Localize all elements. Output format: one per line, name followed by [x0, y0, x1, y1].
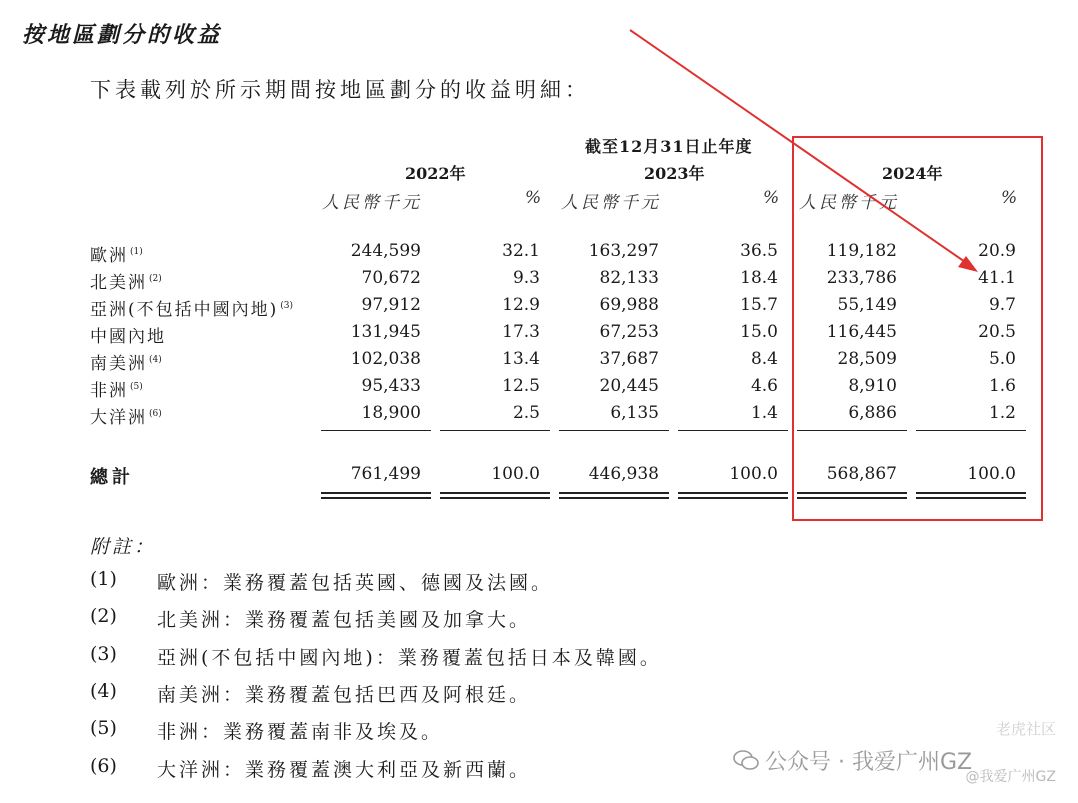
cell: 12.5 [502, 376, 540, 396]
row-label: 南美洲 $^{(4)}$ [90, 354, 162, 374]
cell: 4.6 [750, 376, 778, 396]
cell: 36.5 [740, 241, 778, 261]
cell: 163,297 [588, 241, 659, 261]
row-label: 大洋洲 $^{(6)}$ [90, 408, 162, 428]
year-2023: 2023年 [644, 164, 705, 183]
row-label: 亞洲(不包括中國內地) $^{(3)}$ [90, 300, 294, 320]
cell: 6,886 [848, 403, 897, 423]
total-cell: 761,499 [350, 464, 421, 484]
cell: 12.9 [502, 295, 540, 315]
cell: 15.7 [740, 295, 778, 315]
watermark-text: 老虎社区 [995, 720, 1056, 738]
unit-label-2024: 人民幣千元 [799, 193, 899, 213]
cell: 233,786 [826, 268, 897, 288]
cell: 17.3 [502, 322, 540, 342]
note-text: 非洲：業務覆蓋南非及埃及。 [157, 721, 444, 743]
cell: 82,133 [599, 268, 659, 288]
row-label: 北美洲 $^{(2)}$ [90, 273, 162, 293]
unit-label-2022: 人民幣千元 [322, 193, 422, 213]
total-cell: 100.0 [967, 464, 1016, 484]
year-2024: 2024年 [882, 164, 943, 183]
cell: 8.4 [750, 349, 778, 369]
cell: 15.0 [740, 322, 778, 342]
cell: 20,445 [599, 376, 659, 396]
note-text: 南美洲：業務覆蓋包括巴西及阿根廷。 [157, 684, 532, 706]
cell: 8,910 [848, 376, 897, 396]
cell: 32.1 [502, 241, 540, 261]
cell: 9.3 [512, 268, 540, 288]
cell: 55,149 [837, 295, 897, 315]
cell: 18,900 [361, 403, 421, 423]
cell: 102,038 [350, 349, 421, 369]
pct-label-2022: % [525, 188, 542, 208]
cell: 97,912 [361, 295, 421, 315]
cell: 20.9 [978, 241, 1016, 261]
cell: 119,182 [826, 241, 897, 261]
wechat-label: 公众号 · 我爱广州GZ [765, 750, 973, 775]
cell: 95,433 [361, 376, 421, 396]
note-number: (5) [90, 717, 117, 739]
row-label: 中國內地 [90, 327, 166, 347]
note-number: (6) [90, 755, 117, 777]
cell: 28,509 [837, 349, 897, 369]
total-label: 總計 [90, 467, 134, 488]
note-text: 亞洲(不包括中國內地)：業務覆蓋包括日本及韓國。 [157, 647, 662, 669]
total-cell: 100.0 [729, 464, 778, 484]
total-cell: 100.0 [491, 464, 540, 484]
cell: 37,687 [599, 349, 659, 369]
note-text: 大洋洲：業務覆蓋澳大利亞及新西蘭。 [157, 759, 532, 781]
year-2022: 2022年 [405, 164, 466, 183]
note-number: (1) [90, 568, 117, 590]
note-text: 歐洲：業務覆蓋包括英國、德國及法國。 [157, 572, 554, 594]
row-label: 歐洲 $^{(1)}$ [90, 246, 143, 266]
cell: 69,988 [599, 295, 659, 315]
note-number: (2) [90, 605, 117, 627]
note-number: (4) [90, 680, 117, 702]
total-cell: 446,938 [588, 464, 659, 484]
cell: 70,672 [361, 268, 421, 288]
cell: 67,253 [599, 322, 659, 342]
pct-label-2023: % [763, 188, 780, 208]
total-cell: 568,867 [826, 464, 897, 484]
cell: 116,445 [826, 322, 897, 342]
cell: 6,135 [610, 403, 659, 423]
cell: 1.4 [750, 403, 778, 423]
cell: 9.7 [988, 295, 1016, 315]
cell: 5.0 [988, 349, 1016, 369]
cell: 244,599 [350, 241, 421, 261]
cell: 131,945 [350, 322, 421, 342]
note-text: 北美洲：業務覆蓋包括美國及加拿大。 [157, 609, 532, 631]
cell: 1.2 [988, 403, 1016, 423]
section-title: 按地區劃分的收益 [22, 22, 223, 48]
notes-title: 附註： [90, 536, 157, 558]
note-number: (3) [90, 643, 117, 665]
pct-label-2024: % [1001, 188, 1018, 208]
cell: 18.4 [740, 268, 778, 288]
row-label: 非洲 $^{(5)}$ [90, 381, 143, 401]
unit-label-2023: 人民幣千元 [561, 193, 661, 213]
wechat-icon [733, 749, 759, 771]
cell: 2.5 [512, 403, 540, 423]
period-header: 截至12月31日止年度 [585, 137, 753, 156]
cell: 41.1 [978, 268, 1016, 288]
cell: 1.6 [988, 376, 1016, 396]
cell: 13.4 [502, 349, 540, 369]
cell: 20.5 [978, 322, 1016, 342]
intro-text: 下表載列於所示期間按地區劃分的收益明細： [90, 78, 590, 102]
watermark-handle: @我爱广州GZ [965, 769, 1056, 785]
